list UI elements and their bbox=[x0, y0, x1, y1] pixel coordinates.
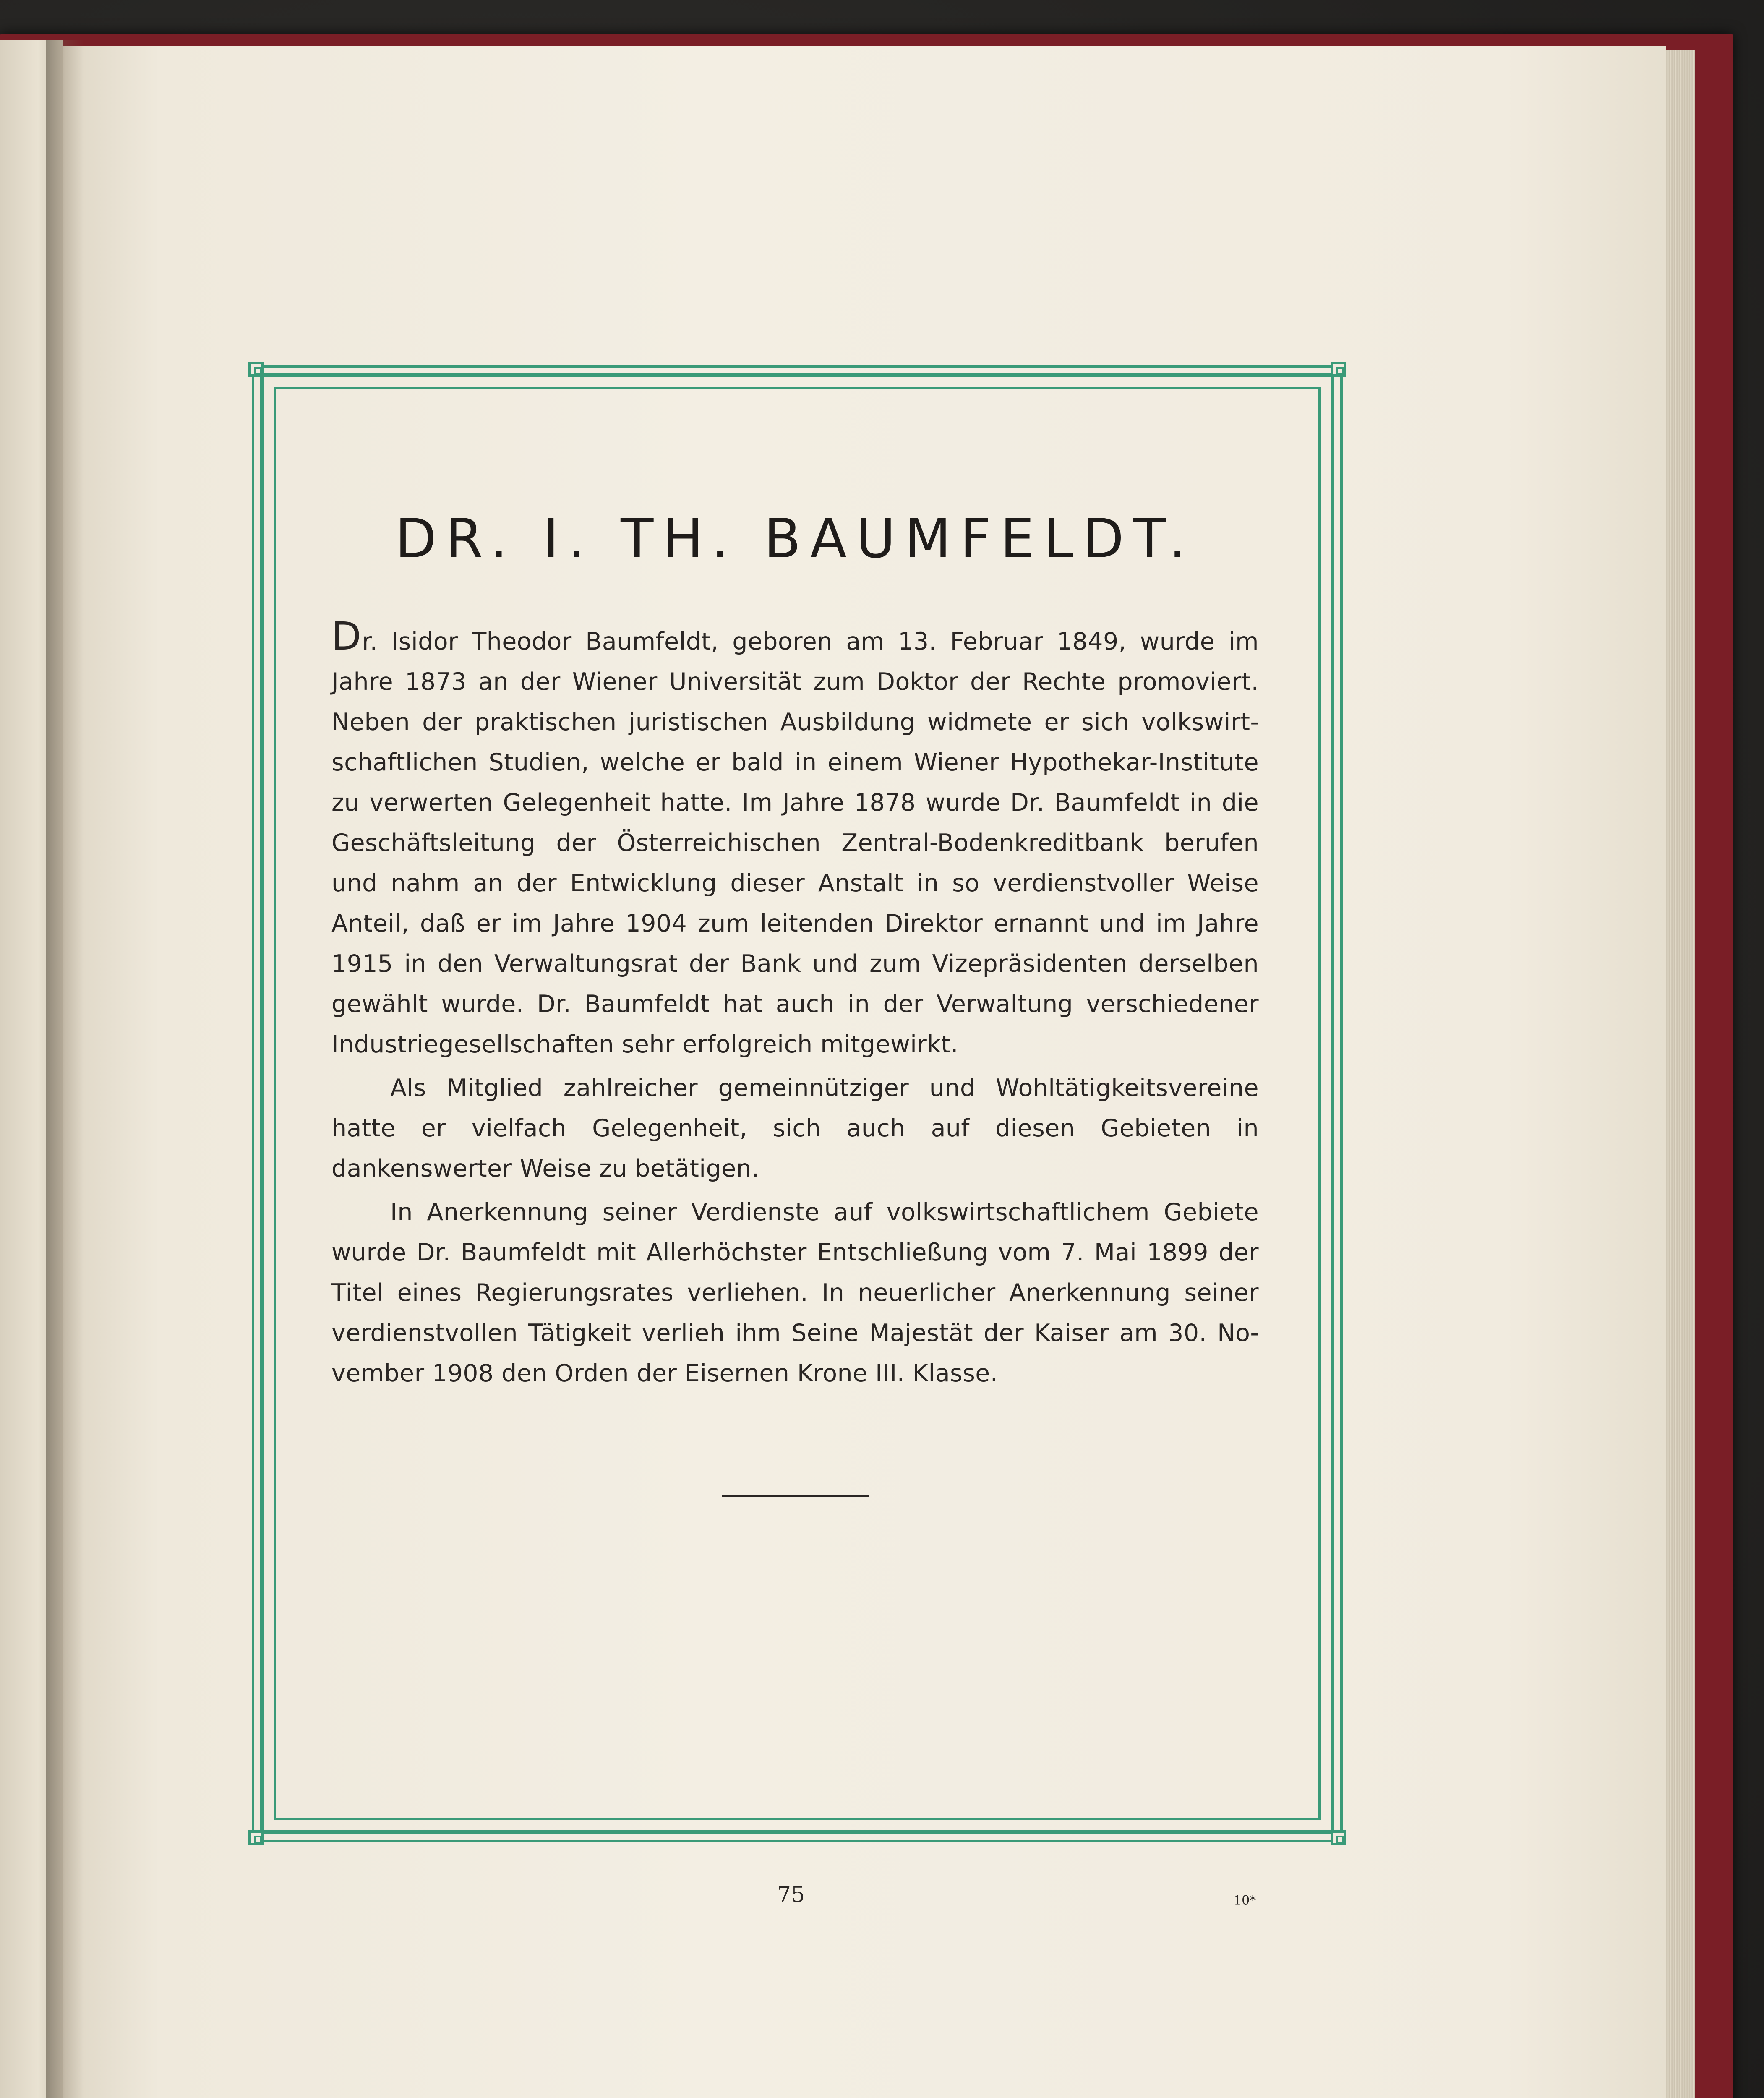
page-title: DR. I. TH. BAUMFELDT. bbox=[395, 508, 1195, 570]
page-number: 75 bbox=[777, 1882, 805, 1908]
article-body bbox=[331, 508, 1259, 1397]
paragraph-1 bbox=[331, 616, 1259, 1065]
page-block-edges bbox=[1666, 50, 1695, 2098]
frame-corner-ornament-icon bbox=[1331, 362, 1346, 377]
frame-corner-ornament-icon bbox=[1331, 1830, 1346, 1845]
paragraph-3: In Anerkennung seiner Verdienste auf volkswirtschaftlichem Gebiete wurde Dr. Baumfeldt mit Allerhöchster Entschließung vom 7. Mai 1899 der Titel eines Regierungsrates verliehen. In neuerlicher Anerkennung seiner verdienstvollen Tätigkeit verlieh ihm Seine Majestät der Kaiser am 30. November 1908 den Orden der Eisernen Krone III. Klasse. bbox=[331, 1198, 1259, 1387]
paragraph-2: Als Mitglied zahlreicher gemeinnütziger und Wohltätigkeitsvereine hatte er vielfach Gelegenheit, sich auch auf diesen Gebieten in dankenswerter Weise zu betätigen. bbox=[331, 1074, 1259, 1182]
closing-rule bbox=[722, 1495, 869, 1497]
frame-corner-ornament-icon bbox=[248, 1830, 264, 1845]
signature-mark: 10* bbox=[1234, 1893, 1256, 1908]
book-gutter bbox=[46, 40, 84, 2098]
frame-corner-ornament-icon bbox=[248, 362, 264, 377]
paragraph-1-text: r. Isidor Theodor Baumfeldt, geboren am 13. Februar 1849, wurde im Jahre 1873 an der Wiener Universität zum Doktor der Rechte promoviert. Neben der praktischen juristischen Ausbildung widmete er sich volkswirtschaftlichen Studien, welche er bald in einem Wiener Hypothekar-Institute zu verwerten Gelegenheit hatte. Im Jahre 1878 wurde Dr. Baumfeldt in die Geschäftsleitung der Österreichischen Zentral-Bodenkreditbank berufen und nahm an der Entwicklung dieser Anstalt in so verdienstvoller Weise Anteil, daß er im Jahre 1904 zum leitenden Direktor ernannt und im Jahre 1915 in den Verwaltungsrat der Bank und zum Vizepräsidenten derselben gewählt wurde. Dr. Baumfeldt hat auch in der Verwaltung verschiedener Industriegesellschaften sehr erfolgreich mitgewirkt. bbox=[331, 628, 1259, 1058]
initial-letter: D bbox=[331, 614, 362, 659]
